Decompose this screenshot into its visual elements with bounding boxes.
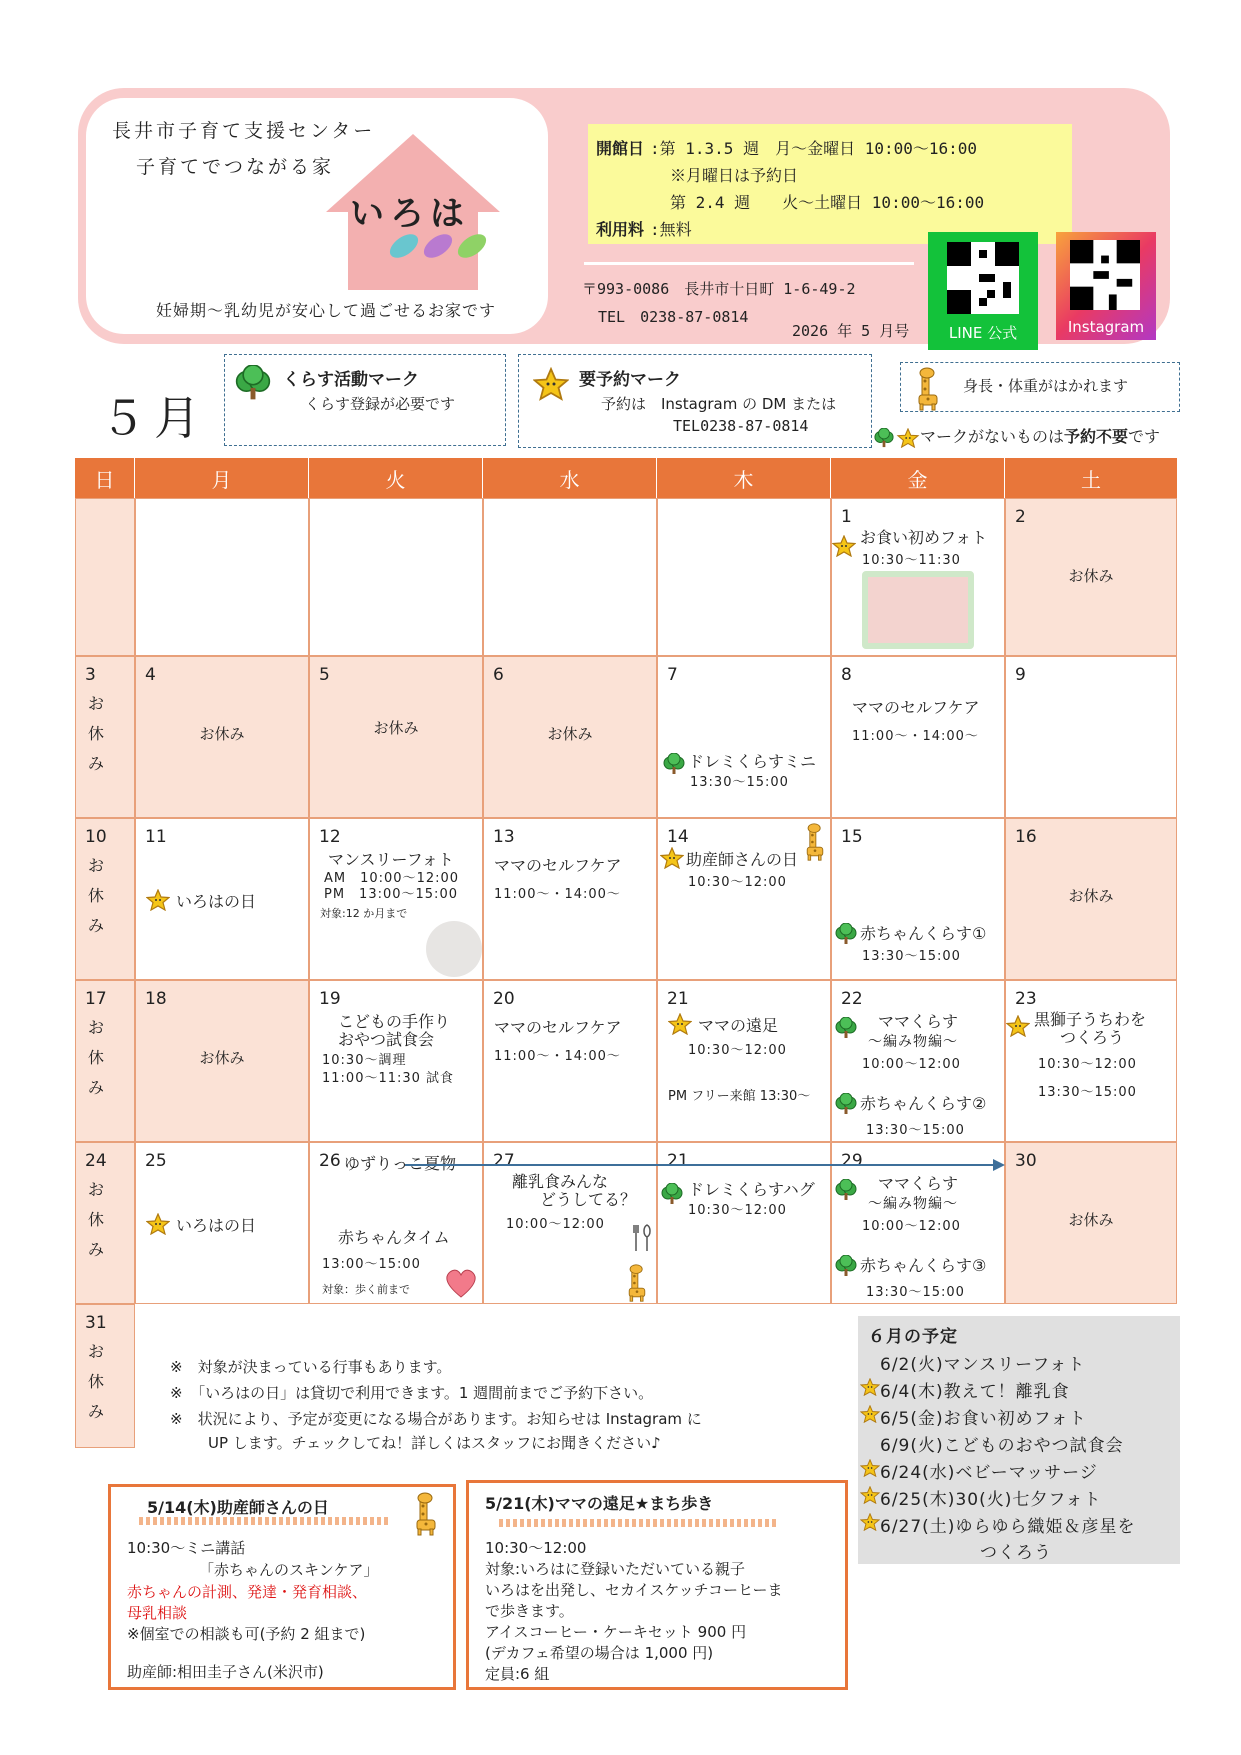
- event-title-line2: どうしてる？: [540, 1190, 637, 1209]
- event-title: 赤ちゃんくらす①: [860, 924, 987, 943]
- note-4: UP します。チェックしてね！詳しくはスタッフにお聞きください♪: [208, 1434, 661, 1452]
- midwife-line6: 助産師:相田圭子さん(米沢市): [127, 1663, 324, 1681]
- kurasu-mark-icon: [233, 365, 273, 401]
- event-time: 11:00〜・14:00〜: [494, 1049, 621, 1064]
- weekday-fri: 金: [831, 458, 1005, 498]
- event-title-line2: つくろう: [1060, 1028, 1125, 1047]
- header-divider: [584, 262, 914, 265]
- excursion-title: 5/21(木)ママの遠足★まち歩き: [485, 1494, 714, 1513]
- event-title: 助産師さんの日: [686, 850, 799, 869]
- event-time-2: 13:30〜15:00: [866, 1285, 965, 1300]
- day-cell-31[interactable]: [75, 1304, 135, 1448]
- midwife-line1: 10:30〜ミニ講話: [127, 1539, 246, 1557]
- issue-label: 2026 年 5 月号: [792, 322, 910, 340]
- day-cell-empty: [309, 498, 483, 656]
- date-number: 13: [493, 827, 515, 847]
- day-cell-16[interactable]: [1005, 818, 1177, 980]
- month-title: ５月: [100, 391, 208, 445]
- fee-label: 利用料: [596, 220, 645, 239]
- weekday-tue: 火: [309, 458, 483, 498]
- event-note: PM フリー来館 13:30〜: [668, 1089, 811, 1104]
- day-cell-17[interactable]: [75, 980, 135, 1142]
- june-item: 6/2(火)マンスリーフォト: [880, 1355, 1086, 1375]
- event-title: 黒獅子うちわを: [1034, 1010, 1147, 1029]
- reservation-star-icon: [668, 1013, 692, 1035]
- date-number: 31: [85, 1313, 107, 1333]
- date-number: 1: [841, 507, 852, 527]
- event-title: マンスリーフォト: [328, 850, 454, 869]
- closed-label: お休み: [199, 1049, 245, 1067]
- address: 〒993-0086 長井市十日町 1-6-49-2: [582, 280, 856, 298]
- date-number: 15: [841, 827, 863, 847]
- day-cell-empty: [483, 498, 657, 656]
- event-title: 赤ちゃんタイム: [338, 1228, 450, 1247]
- excursion-line6: (デカフェ希望の場合は 1,000 円): [485, 1644, 714, 1662]
- date-number: 11: [145, 827, 167, 847]
- day-cell-24[interactable]: [75, 1142, 135, 1304]
- midwife-title: 5/14(木)助産師さんの日: [147, 1498, 329, 1517]
- closed-vertical: お 休 み: [87, 1018, 104, 1097]
- event-time-pm: PM 13:00〜15:00: [324, 887, 458, 902]
- day-cell-11[interactable]: [135, 818, 309, 980]
- event-time-cook: 10:30〜調理: [322, 1053, 407, 1068]
- event-title: ママくらす: [878, 1012, 959, 1031]
- event-title: ママの遠足: [698, 1016, 779, 1035]
- reservation-star-icon: [832, 535, 856, 557]
- day-cell-15[interactable]: [831, 818, 1005, 980]
- event-title: いろはの日: [176, 892, 257, 911]
- date-number: 9: [1015, 665, 1026, 685]
- excursion-line3: いろはを出発し、セカイスケッチコーヒーま: [485, 1581, 783, 1599]
- closed-label: お休み: [1068, 1211, 1114, 1229]
- event-time: 13:30〜15:00: [690, 775, 789, 790]
- midwife-line3: 赤ちゃんの計測、発達・発育相談、: [127, 1583, 368, 1601]
- title-underline: [139, 1517, 389, 1525]
- opening-hours: [588, 124, 1072, 244]
- day-cell-9[interactable]: [1005, 656, 1177, 818]
- weekday-sat: 土: [1005, 458, 1177, 498]
- day-cell-empty-sun: [75, 498, 135, 656]
- kurasu-legend: [224, 354, 506, 446]
- reservation-star-icon: [146, 1213, 170, 1235]
- day-cell-8[interactable]: [831, 656, 1005, 818]
- closed-label: お休み: [373, 719, 419, 737]
- excursion-line4: で歩きます。: [485, 1602, 574, 1620]
- day-cell-1[interactable]: [831, 498, 1005, 656]
- day-cell-empty: [135, 498, 309, 656]
- date-number: 21: [667, 1151, 689, 1171]
- reservation-star-icon: [1006, 1015, 1030, 1037]
- giraffe-icon: [802, 821, 828, 863]
- june-item: 6/25(木)30(火)七夕フォト: [880, 1490, 1102, 1510]
- june-item: 6/24(水)ベビーマッサージ: [880, 1463, 1098, 1483]
- line-qr-code[interactable]: [947, 242, 1019, 314]
- star-icon: [860, 1378, 880, 1396]
- day-cell-14[interactable]: [657, 818, 831, 980]
- measurement-legend-text: 身長・体重がはかれます: [963, 377, 1129, 395]
- date-number: 23: [1015, 989, 1037, 1009]
- star-icon: [860, 1405, 880, 1423]
- open-line1: :第 1.3.5 週 月〜金曜日 10:00〜16:00: [650, 139, 978, 158]
- kurasu-tree-icon: [834, 923, 858, 945]
- event-title: ママのセルフケア: [494, 856, 622, 875]
- event-time: 10:30〜11:30: [862, 553, 961, 568]
- kurasu-tree-icon: [834, 1179, 858, 1201]
- date-number: 26: [319, 1151, 341, 1171]
- note-2: ※ 「いろはの日」は貸切で利用できます。1 週間前までご予約下さい。: [170, 1384, 654, 1402]
- event-time: 10:30〜12:00: [688, 875, 787, 890]
- weekday-wed: 水: [483, 458, 657, 498]
- date-number: 20: [493, 989, 515, 1009]
- day-cell-30[interactable]: [1005, 1142, 1177, 1304]
- june-item: 6/27(土)ゆらゆら織姫＆彦星を: [880, 1517, 1136, 1537]
- closed-label: お休み: [199, 725, 245, 743]
- closed-vertical: お 休 み: [87, 1180, 104, 1259]
- date-number: 6: [493, 665, 504, 685]
- reservation-legend-text: 予約は Instagram の DM または: [601, 395, 837, 413]
- june-item: 6/4(木)教えて！離乳食: [880, 1382, 1070, 1402]
- event-time: 10:30〜12:00: [688, 1203, 787, 1218]
- day-cell-4[interactable]: [135, 656, 309, 818]
- event-top-title: ゆずりっこ夏物: [344, 1154, 457, 1173]
- day-cell-20[interactable]: [483, 980, 657, 1142]
- midwife-line5: ※個室での相談も可(予約 2 組まで): [127, 1625, 366, 1643]
- june-item: 6/9(火)こどものおやつ試食会: [880, 1436, 1124, 1456]
- spoon-fork-icon: [630, 1223, 654, 1253]
- fee-value: :無料: [650, 220, 692, 239]
- event-time-2: 13:30〜15:00: [866, 1123, 965, 1138]
- day-cell-12[interactable]: [309, 818, 483, 980]
- reservation-star-icon: [146, 889, 170, 911]
- period-arrow: [405, 1158, 1005, 1172]
- day-cell-22[interactable]: [831, 980, 1005, 1142]
- kurasu-legend-title: くらす活動マーク: [283, 370, 419, 390]
- center-name: いろは: [350, 194, 470, 234]
- date-number: 3: [85, 665, 96, 685]
- excursion-box: [466, 1480, 848, 1690]
- org-subtitle: 子育てでつながる家: [136, 156, 335, 178]
- excursion-line7: 定員:6 組: [485, 1665, 550, 1683]
- day-cell-7[interactable]: [657, 656, 831, 818]
- day-cell-13[interactable]: [483, 818, 657, 980]
- star-icon: [860, 1513, 880, 1531]
- event-title: いろはの日: [176, 1216, 257, 1235]
- event-note: 対象：歩く前まで: [322, 1283, 410, 1296]
- weekday-mon: 月: [135, 458, 309, 498]
- date-number: 7: [667, 665, 678, 685]
- event-time: 11:00〜・14:00〜: [494, 887, 621, 902]
- event-title: ママのセルフケア: [494, 1018, 622, 1037]
- open-line3: 第 2.4 週 火〜土曜日 10:00〜16:00: [670, 193, 985, 212]
- date-number: 27: [493, 1151, 515, 1171]
- date-number: 5: [319, 665, 330, 685]
- date-number: 16: [1015, 827, 1037, 847]
- no-mark-bold: 予約不要: [1064, 427, 1129, 446]
- june-schedule: [858, 1316, 1180, 1564]
- day-cell-21[interactable]: [657, 980, 831, 1142]
- kurasu-legend-text: くらす登録が必要です: [305, 395, 456, 413]
- date-number: 14: [667, 827, 689, 847]
- weekday-sun: 日: [75, 458, 135, 498]
- midwife-line2: 「赤ちゃんのスキンケア」: [199, 1561, 379, 1579]
- event-subtitle: 〜編み物編〜: [868, 1196, 958, 1212]
- day-cell-2[interactable]: [1005, 498, 1177, 656]
- no-mark-end: です: [1128, 427, 1161, 446]
- closed-label: お休み: [1068, 887, 1114, 905]
- giraffe-icon: [411, 1491, 441, 1537]
- giraffe-icon: [913, 367, 943, 411]
- star-icon: [860, 1486, 880, 1504]
- closed-vertical: お 休 み: [87, 856, 104, 935]
- closed-label: お休み: [1068, 567, 1114, 585]
- day-cell-empty: [657, 498, 831, 656]
- note-1: ※ 対象が決まっている行事もあります。: [170, 1358, 452, 1376]
- open-label: 開館日: [596, 139, 645, 158]
- reservation-legend-tel: TEL0238-87-0814: [673, 417, 809, 435]
- event-title: 離乳食みんな: [512, 1172, 609, 1191]
- instagram-qr-panel[interactable]: [1056, 232, 1156, 340]
- day-cell-5[interactable]: [309, 656, 483, 818]
- date-number: 10: [85, 827, 107, 847]
- title-underline: [499, 1519, 779, 1527]
- star-icon: [896, 428, 920, 448]
- event-time-am: AM 10:00〜12:00: [324, 871, 460, 886]
- event-title: ママくらす: [878, 1174, 959, 1193]
- closed-vertical: お 休 み: [87, 1342, 104, 1421]
- june-item-cont: つくろう: [980, 1543, 1052, 1563]
- telephone: TEL 0238-87-0814: [598, 308, 749, 326]
- midwife-line4: 母乳相談: [127, 1604, 188, 1622]
- kurasu-tree-icon: [660, 1183, 684, 1205]
- instagram-label: Instagram: [1067, 318, 1145, 336]
- weekday-thu: 木: [657, 458, 831, 498]
- no-mark-text: マークがないものは: [920, 427, 1065, 446]
- event-title: お食い初めフォト: [860, 528, 988, 547]
- closed-label: お休み: [547, 725, 593, 743]
- date-number: 30: [1015, 1151, 1037, 1171]
- event-title-line2: おやつ試食会: [338, 1030, 435, 1049]
- event-title: ドレミくらすミニ: [688, 752, 817, 771]
- giraffe-icon: [624, 1263, 650, 1303]
- event-time: 13:30〜15:00: [862, 949, 961, 964]
- event-title: ママのセルフケア: [852, 698, 980, 717]
- date-number: 25: [145, 1151, 167, 1171]
- monthly-photo: [426, 921, 482, 977]
- event-time: 10:00〜12:00: [862, 1057, 961, 1072]
- kurasu-tree-icon: [834, 1093, 858, 1115]
- date-number: 4: [145, 665, 156, 685]
- event-time: 10:00〜12:00: [862, 1219, 961, 1234]
- day-cell-6[interactable]: [483, 656, 657, 818]
- no-mark-note: [872, 424, 1160, 448]
- kurasu-tree-icon: [834, 1255, 858, 1277]
- date-number: 29: [841, 1151, 863, 1171]
- reservation-star-icon: [533, 367, 569, 401]
- event-note: 対象:12 か月まで: [320, 907, 408, 920]
- reservation-legend: [518, 354, 872, 448]
- note-3: ※ 状況により、予定が変更になる場合があります。お知らせは Instagram に: [170, 1410, 702, 1428]
- excursion-line2: 対象:いろはに登録いただいている親子: [485, 1560, 746, 1578]
- day-cell-19[interactable]: [309, 980, 483, 1142]
- day-cell-3[interactable]: [75, 656, 135, 818]
- date-number: 17: [85, 989, 107, 1009]
- open-line2: ※月曜日は予約日: [670, 166, 799, 185]
- date-number: 18: [145, 989, 167, 1009]
- tree-icon: [872, 428, 896, 448]
- org-name: 長井市子育て支援センター: [112, 120, 376, 142]
- day-cell-25[interactable]: [135, 1142, 309, 1304]
- june-title: ６月の予定: [868, 1327, 958, 1347]
- event-time-taste: 11:00〜11:30 試食: [322, 1071, 455, 1086]
- okuizome-photo: [862, 571, 974, 649]
- excursion-line5: アイスコーヒー・ケーキセット 900 円: [485, 1623, 747, 1641]
- event-title-2: 赤ちゃんくらす②: [860, 1094, 987, 1113]
- date-number: 2: [1015, 507, 1026, 527]
- day-cell-23[interactable]: [1005, 980, 1177, 1142]
- tagline: 妊婦期〜乳幼児が安心して過ごせるお家です: [156, 301, 497, 320]
- reservation-legend-title: 要予約マーク: [579, 370, 681, 390]
- closed-vertical: お 休 み: [87, 694, 104, 773]
- event-title-2: 赤ちゃんくらす③: [860, 1256, 987, 1275]
- day-cell-18[interactable]: [135, 980, 309, 1142]
- kurasu-tree-icon: [834, 1017, 858, 1039]
- date-number: 12: [319, 827, 341, 847]
- event-time: 11:00〜・14:00〜: [852, 729, 979, 744]
- date-number: 19: [319, 989, 341, 1009]
- event-subtitle: 〜編み物編〜: [868, 1034, 958, 1050]
- event-title: こどもの手作り: [338, 1012, 451, 1031]
- instagram-qr-code[interactable]: [1070, 240, 1140, 310]
- date-number: 22: [841, 989, 863, 1009]
- day-cell-10[interactable]: [75, 818, 135, 980]
- date-number: 24: [85, 1151, 107, 1171]
- line-label: LINE 公式: [948, 324, 1018, 342]
- excursion-line1: 10:30〜12:00: [485, 1539, 587, 1557]
- reservation-star-icon: [660, 847, 684, 869]
- date-number: 8: [841, 665, 852, 685]
- line-qr-panel[interactable]: [928, 232, 1038, 350]
- event-time-1: 10:30〜12:00: [1038, 1057, 1137, 1072]
- heart-icon: [444, 1267, 478, 1299]
- event-time: 10:30〜12:00: [688, 1043, 787, 1058]
- event-time-2: 13:30〜15:00: [1038, 1085, 1137, 1100]
- date-number: 21: [667, 989, 689, 1009]
- midwife-day-box: [108, 1484, 456, 1690]
- event-time: 10:00〜12:00: [506, 1217, 605, 1232]
- event-title: ドレミくらすハグ: [688, 1180, 815, 1199]
- event-time: 13:00〜15:00: [322, 1257, 421, 1272]
- kurasu-tree-icon: [662, 753, 686, 775]
- measurement-legend: [900, 362, 1180, 412]
- star-icon: [860, 1459, 880, 1477]
- june-item: 6/5(金)お食い初めフォト: [880, 1409, 1087, 1429]
